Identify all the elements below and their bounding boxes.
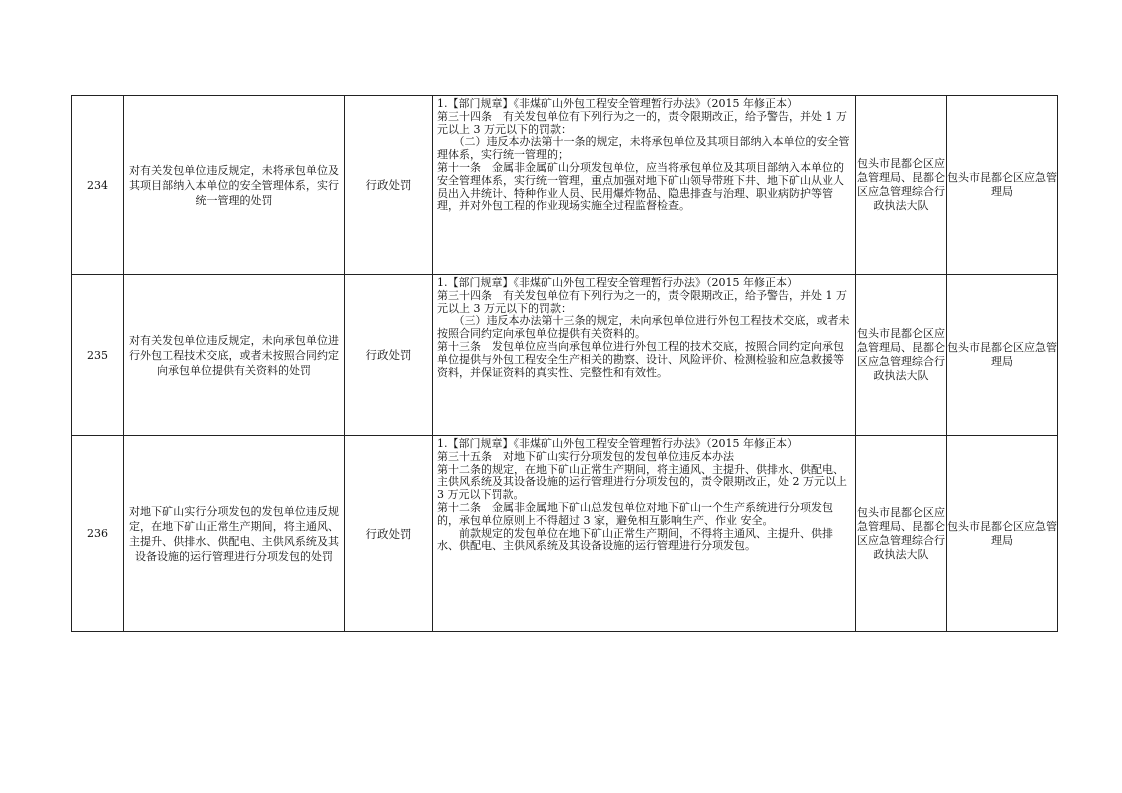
basis-line: 第三十四条 有关发包单位有下列行为之一的，责令限期改正，给予警告，并处 1 万元以上 3 万元以下的罚款： bbox=[437, 288, 847, 315]
basis-line: 第十二条 金属非金属地下矿山总发包单位对地下矿山一个生产系统进行分项发包的，承包单位原则上不得超过 3 家，避免相互影响生产、作业 安全。 bbox=[437, 500, 833, 527]
basis-line: 第三十四条 有关发包单位有下列行为之一的，责令限期改正，给予警告，并处 1 万元以上 3 万元以下的罚款： bbox=[437, 109, 847, 136]
table-row bbox=[72, 436, 1058, 632]
basis-line: 前款规定的发包单位在地下矿山正常生产期间，不得将主通风、主提升、供排水、供配电、主供风系统及其设备设施的运行管理进行分项发包。 bbox=[437, 526, 833, 553]
basis-line: 第十三条 发包单位应当向承包单位进行外包工程的技术交底，按照合同约定向承包单位提供与外包工程安全生产相关的勘察、设计、风险评价、检测检验和应急救援等资料，并保证资料的真实性、完整性和有效性。 bbox=[437, 339, 844, 379]
basis-line: （三）违反本办法第十三条的规定，未向承包单位进行外包工程技术交底，或者未按照合同约定向承包单位提供有关资料的。 bbox=[437, 314, 850, 341]
table-row bbox=[72, 96, 1058, 275]
row-number: 235 bbox=[72, 275, 124, 436]
item-name: 对地下矿山实行分项发包的发包单位违反规定，在地下矿山正常生产期间，将主通风、主提升、供排水、供配电、主供风系统及其设备设施的运行管理进行分项发包的处罚 bbox=[124, 436, 345, 632]
item-name: 对有关发包单位违反规定，未向承包单位进行外包工程技术交底，或者未按照合同约定向承包单位提供有关资料的处罚 bbox=[124, 275, 345, 436]
basis-line: 1.【部门规章】《非煤矿山外包工程安全管理暂行办法》（2015 年修正本） bbox=[437, 276, 798, 289]
row-number: 236 bbox=[72, 436, 124, 632]
basis-line: 第十二条的规定，在地下矿山正常生产期间，将主通风、主提升、供排水、供配电、主供风系统及其设备设施的运行管理进行分项发包的，责令限期改正，处 2 万元以上 3 万元以下罚款。 bbox=[437, 462, 851, 502]
basis-line: 第三十五条 对地下矿山实行分项发包的发包单位违反本办法 bbox=[437, 449, 734, 463]
legal-basis bbox=[433, 436, 856, 632]
legal-basis bbox=[433, 96, 856, 275]
legal-basis bbox=[433, 275, 856, 436]
item-type: 行政处罚 bbox=[345, 96, 433, 275]
responsible-agency: 包头市昆都仑区应急管理局 bbox=[947, 436, 1058, 632]
executing-agency: 包头市昆都仑区应急管理局、昆都仑区应急管理综合行政执法大队 bbox=[856, 96, 947, 275]
item-name: 对有关发包单位违反规定，未将承包单位及其项目部纳入本单位的安全管理体系，实行统一管理的处罚 bbox=[124, 96, 345, 275]
item-type: 行政处罚 bbox=[345, 275, 433, 436]
basis-line: 第十一条 金属非金属矿山分项发包单位，应当将承包单位及其项目部纳入本单位的安全管理体系，实行统一管理，重点加强对地下矿山领导带班下井、地下矿山从业人员出入井统计、特种作业人员、民用爆炸物品、隐患排查与治理、职业病防护等管理，并对外包工程的作业现场实施全过程监督检查。 bbox=[437, 160, 844, 213]
executing-agency: 包头市昆都仑区应急管理局、昆都仑区应急管理综合行政执法大队 bbox=[856, 436, 947, 632]
executing-agency: 包头市昆都仑区应急管理局、昆都仑区应急管理综合行政执法大队 bbox=[856, 275, 947, 436]
table-row bbox=[72, 275, 1058, 436]
basis-line: （二）违反本办法第十一条的规定，未将承包单位及其项目部纳入本单位的安全管理体系，实行统一管理的； bbox=[437, 135, 850, 162]
item-type: 行政处罚 bbox=[345, 436, 433, 632]
basis-line: 1.【部门规章】《非煤矿山外包工程安全管理暂行办法》（2015 年修正本） bbox=[437, 437, 798, 450]
responsible-agency: 包头市昆都仑区应急管理局 bbox=[947, 275, 1058, 436]
penalty-table bbox=[71, 95, 1058, 632]
basis-line: 1.【部门规章】《非煤矿山外包工程安全管理暂行办法》（2015 年修正本） bbox=[437, 97, 798, 110]
row-number: 234 bbox=[72, 96, 124, 275]
responsible-agency: 包头市昆都仑区应急管理局 bbox=[947, 96, 1058, 275]
